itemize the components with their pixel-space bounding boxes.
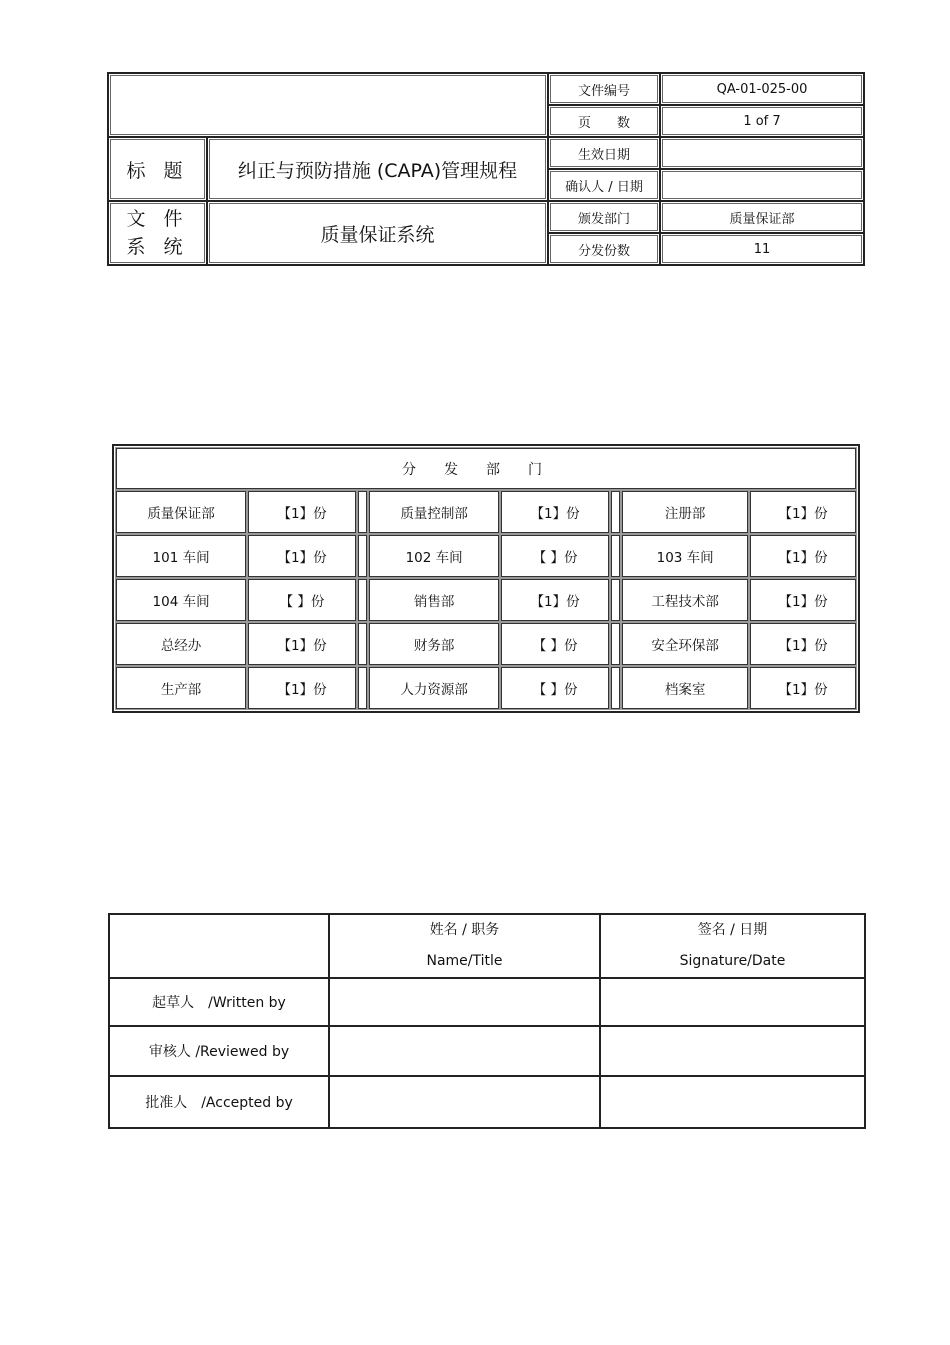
- column-separator: [611, 579, 620, 621]
- copies-value: 11: [660, 233, 864, 265]
- distribution-dept: 103 车间: [622, 535, 748, 577]
- system-label-line1: 文 件: [126, 208, 189, 230]
- distribution-copies: 【1】份: [248, 491, 356, 533]
- system-label-line2: 系 统: [126, 236, 189, 258]
- distribution-dept: 档案室: [622, 667, 748, 709]
- distribution-dept: 财务部: [369, 623, 499, 665]
- title-label: 标 题: [108, 137, 207, 201]
- distribution-dept: 销售部: [369, 579, 499, 621]
- distribution-title: 分发部门: [116, 448, 856, 489]
- column-separator: [611, 623, 620, 665]
- distribution-copies: 【1】份: [750, 623, 856, 665]
- effective-date-label: 生效日期: [548, 137, 660, 169]
- distribution-dept: 质量控制部: [369, 491, 499, 533]
- signature-table: [108, 913, 866, 1129]
- distribution-dept: 101 车间: [116, 535, 246, 577]
- signature-date-header: [600, 914, 865, 978]
- written-by-name-field[interactable]: [329, 978, 600, 1026]
- signature-date-header-en: Signature/Date: [679, 953, 786, 969]
- distribution-row: [116, 491, 856, 533]
- distribution-copies: 【1】份: [248, 623, 356, 665]
- column-separator: [611, 667, 620, 709]
- name-title-header: [329, 914, 600, 978]
- distribution-dept: 质量保证部: [116, 491, 246, 533]
- distribution-dept: 生产部: [116, 667, 246, 709]
- name-title-header-en: Name/Title: [426, 953, 503, 969]
- distribution-copies: 【 】份: [501, 535, 609, 577]
- distribution-copies: 【1】份: [501, 579, 609, 621]
- distribution-copies: 【 】份: [248, 579, 356, 621]
- distribution-copies: 【1】份: [248, 667, 356, 709]
- issuing-dept-label: 颁发部门: [548, 201, 660, 233]
- column-separator: [611, 535, 620, 577]
- confirm-value: [660, 169, 864, 201]
- system-label: [108, 201, 207, 265]
- header-blank-cell: [108, 73, 548, 137]
- column-separator: [358, 667, 367, 709]
- signature-date-header-cn: 签名 / 日期: [697, 922, 768, 938]
- reviewed-by-name-field[interactable]: [329, 1026, 600, 1076]
- column-separator: [358, 623, 367, 665]
- document-title: 纠正与预防措施 (CAPA)管理规程: [207, 137, 548, 201]
- document-header-table: [107, 72, 865, 266]
- column-separator: [358, 535, 367, 577]
- written-by-label: 起草人 /Written by: [109, 978, 329, 1026]
- issuing-dept-value: 质量保证部: [660, 201, 864, 233]
- accepted-by-label: 批准人 /Accepted by: [109, 1076, 329, 1128]
- reviewed-by-signature-field[interactable]: [600, 1026, 865, 1076]
- system-value: 质量保证系统: [207, 201, 548, 265]
- distribution-dept: 人力资源部: [369, 667, 499, 709]
- reviewed-by-label: 审核人 /Reviewed by: [109, 1026, 329, 1076]
- file-no-value: QA-01-025-00: [660, 73, 864, 105]
- accepted-by-signature-field[interactable]: [600, 1076, 865, 1128]
- copies-label: 分发份数: [548, 233, 660, 265]
- distribution-copies: 【1】份: [248, 535, 356, 577]
- name-title-header-cn: 姓名 / 职务: [429, 922, 500, 938]
- distribution-row: [116, 667, 856, 709]
- distribution-dept: 注册部: [622, 491, 748, 533]
- distribution-copies: 【 】份: [501, 667, 609, 709]
- page-count-label: 页 数: [548, 105, 660, 137]
- distribution-dept: 工程技术部: [622, 579, 748, 621]
- distribution-row: [116, 623, 856, 665]
- distribution-row: [116, 535, 856, 577]
- distribution-dept: 104 车间: [116, 579, 246, 621]
- distribution-dept: 102 车间: [369, 535, 499, 577]
- distribution-copies: 【1】份: [501, 491, 609, 533]
- distribution-table: [112, 444, 860, 713]
- distribution-copies: 【1】份: [750, 667, 856, 709]
- effective-date-value: [660, 137, 864, 169]
- column-separator: [358, 491, 367, 533]
- column-separator: [611, 491, 620, 533]
- distribution-row: [116, 579, 856, 621]
- column-separator: [358, 579, 367, 621]
- signature-header-blank: [109, 914, 329, 978]
- file-no-label: 文件编号: [548, 73, 660, 105]
- written-by-signature-field[interactable]: [600, 978, 865, 1026]
- distribution-copies: 【1】份: [750, 579, 856, 621]
- distribution-copies: 【 】份: [501, 623, 609, 665]
- distribution-dept: 总经办: [116, 623, 246, 665]
- distribution-dept: 安全环保部: [622, 623, 748, 665]
- page-count-value: 1 of 7: [660, 105, 864, 137]
- distribution-copies: 【1】份: [750, 491, 856, 533]
- confirm-label: 确认人 / 日期: [548, 169, 660, 201]
- accepted-by-name-field[interactable]: [329, 1076, 600, 1128]
- distribution-copies: 【1】份: [750, 535, 856, 577]
